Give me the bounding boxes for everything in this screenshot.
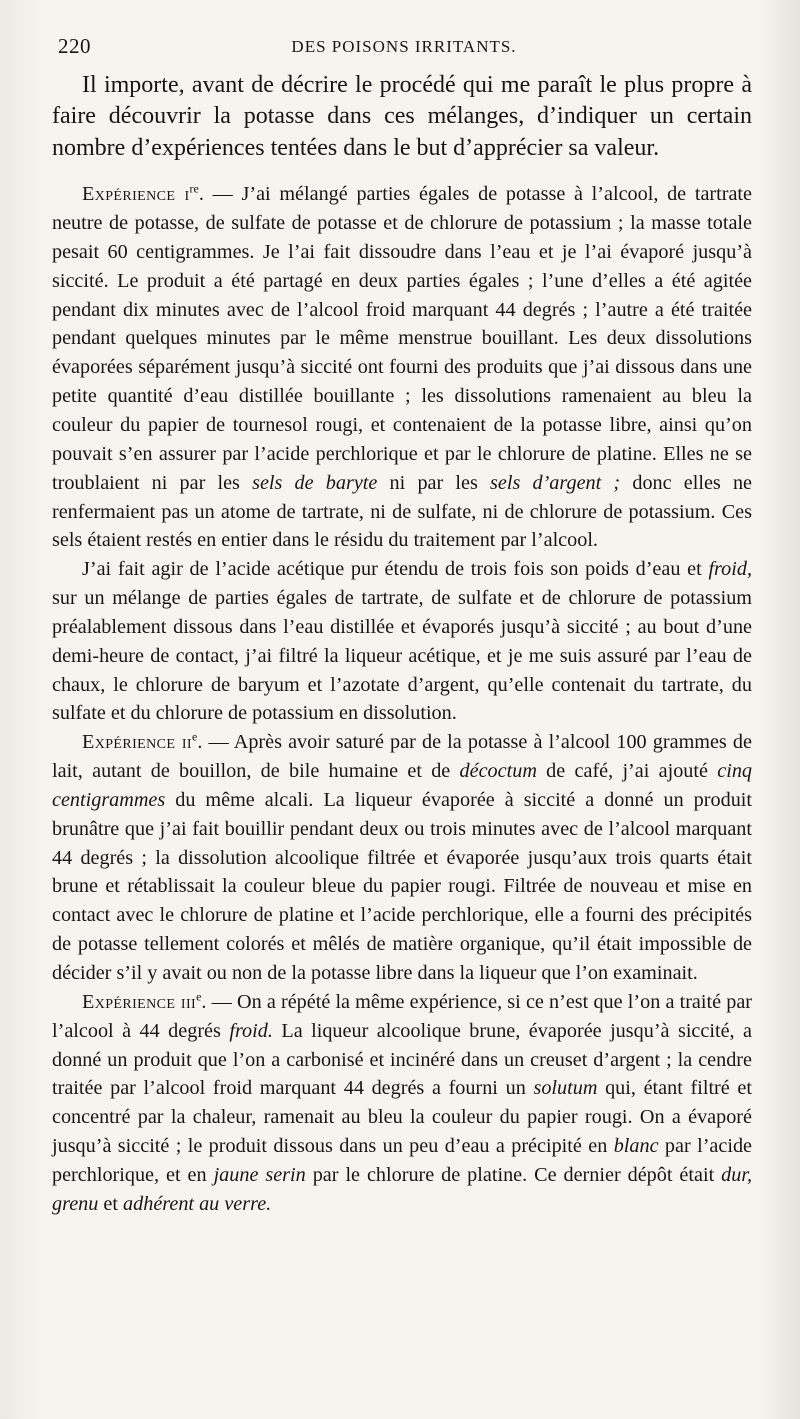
experiment-3-text-f: et xyxy=(98,1192,124,1215)
experiment-1-text-c: donc elles ne renfermaient pas un atome de tartrate, ni de sulfate, ni de chlorure de potassium. Ces sels étaient restés en entier dans le résidu du traitement par l’alcool. xyxy=(52,471,753,552)
experiment-1-italic-1: sels de baryte xyxy=(252,471,378,494)
experiment-1-ordinal: re xyxy=(189,181,199,196)
acetic-acid-paragraph xyxy=(52,555,752,728)
experiment-2-italic-1: décoctum xyxy=(459,760,537,783)
page-number: 220 xyxy=(58,34,91,58)
page-header xyxy=(58,34,750,66)
experiment-1-text-b: ni par les xyxy=(377,471,491,494)
experiment-1-italic-2: sels d’argent ; xyxy=(490,471,621,494)
experiment-3-label: Expérience iii xyxy=(82,990,197,1013)
experiment-2-text-b: de café, j’ai ajouté xyxy=(536,760,718,783)
experiment-1-paragraph xyxy=(52,180,752,555)
intro-paragraph: Il importe, avant de décrire le procédé qui me paraît le plus propre à faire découvrir la potasse dans ces mélanges, d’indiquer un certain nombre d’expériences tentées dans le but d’apprécier sa valeur. xyxy=(52,72,752,161)
experiment-3-text-b: La liqueur alcoolique brune, évaporée jusqu’à siccité, a donné un produit que l’on a carbonisé et incinéré dans un creuset d’argent ; la cendre traitée par l’alcool froid marquant 44 degrés a fourni un xyxy=(52,1019,752,1100)
experiment-2-italic-2: cinq centigrammes xyxy=(52,760,753,811)
experiment-2-ordinal: e xyxy=(192,729,198,744)
experiment-2-paragraph xyxy=(52,728,752,988)
experiment-3-paragraph xyxy=(52,988,752,1219)
para2-text-a: J’ai fait agir de l’acide acétique pur étendu de trois fois son poids d’eau et xyxy=(82,558,709,581)
experiment-3-text-a: . — On a répété la même expérience, si ce n’est que l’on a traité par l’alcool à 44 degrés xyxy=(52,990,752,1042)
experiment-3-italic-2: solutum xyxy=(533,1077,598,1100)
page-body xyxy=(52,70,752,1219)
experiment-1-text-a: . — J’ai mélangé parties égales de potasse à l’alcool, de tartrate neutre de potasse, de sulfate de potasse et de chlorure de potassium ; la masse totale pesait 60 centigrammes. Je l’ai fait dissoudre dans l’eau et je l’ai évaporé jusqu’à siccité. Le produit a été partagé en deux parties égales ; l’une d’elles a été agitée pendant dix minutes avec de l’alcool froid marquant 44 degrés ; l’autre a été traitée pendant quelques minutes par le même menstrue bouillant. Les deux dissolutions évaporées séparément jusqu’à siccité ont fourni des produits que j’ai dissous dans une petite quantité d’eau distillée bouillante ; les dissolutions ramenaient au bleu la couleur du papier de tournesol rougi, et contenaient de la potasse libre, ainsi qu’on pouvait s’en assurer par l’acide perchlorique et par le chlorure de platine. Elles ne se troublaient ni par les xyxy=(52,183,752,494)
para2-italic-1: froid, xyxy=(708,558,752,581)
running-title: DES POISONS IRRITANTS. xyxy=(291,37,517,56)
experiment-3-italic-1: froid. xyxy=(229,1019,273,1042)
experiment-3-ordinal: e xyxy=(196,989,202,1004)
experiment-3-text-d: par l’acide perchlorique, et en xyxy=(52,1135,752,1186)
para2-text-b: sur un mélange de parties égales de tartrate, de sulfate et de chlorure de potassium préalablement dissous dans l’eau distillée et évaporés jusqu’à siccité ; au bout d’une demi-heure de contact, j’ai filtré la liqueur acétique, et je me suis assuré par l’eau de chaux, le chlorure de baryum et l’azotate d’argent, qu’elle contenait du tartrate, du sulfate et du chlorure de potassium en dissolution. xyxy=(52,587,752,725)
experiment-3-italic-6: adhérent au verre. xyxy=(123,1192,272,1215)
experiment-3-italic-4: jaune serin xyxy=(213,1163,306,1186)
experiment-2-text-a: . — Après avoir saturé par de la potasse à l’alcool 100 grammes de lait, autant de bouillon, de bile humaine et de xyxy=(52,731,752,783)
experiment-3-text-c: qui, étant filtré et concentré par la chaleur, ramenait au bleu la couleur du papier rougi. On a évaporé jusqu’à siccité ; le produit dissous dans un peu d’eau a précipité en xyxy=(52,1077,752,1158)
experiment-3-text-e: par le chlorure de platine. Ce dernier dépôt était xyxy=(305,1163,722,1186)
experiment-3-italic-5: dur, grenu xyxy=(52,1163,752,1215)
experiment-1-label: Expérience i xyxy=(82,183,190,206)
experiment-2-label: Expérience ii xyxy=(82,731,192,754)
experiment-3-italic-3: blanc xyxy=(613,1135,659,1158)
experiment-2-text-c: du même alcali. La liqueur évaporée à siccité a donné un produit brunâtre que j’ai fait bouillir pendant deux ou trois minutes avec de l’alcool marquant 44 degrés ; la dissolution alcoolique filtrée et évaporée jusqu’aux trois quarts était brune et rétablissait la couleur bleue du papier rougi. Filtrée de nouveau et mise en contact avec le chlorure de platine et l’acide perchlorique, elle a fourni des précipités de potasse tellement colorés et mêlés de matière organique, qu’il était impossible de décider s’il y avait ou non de la potasse libre dans la liqueur que l’on examinait. xyxy=(52,788,752,984)
